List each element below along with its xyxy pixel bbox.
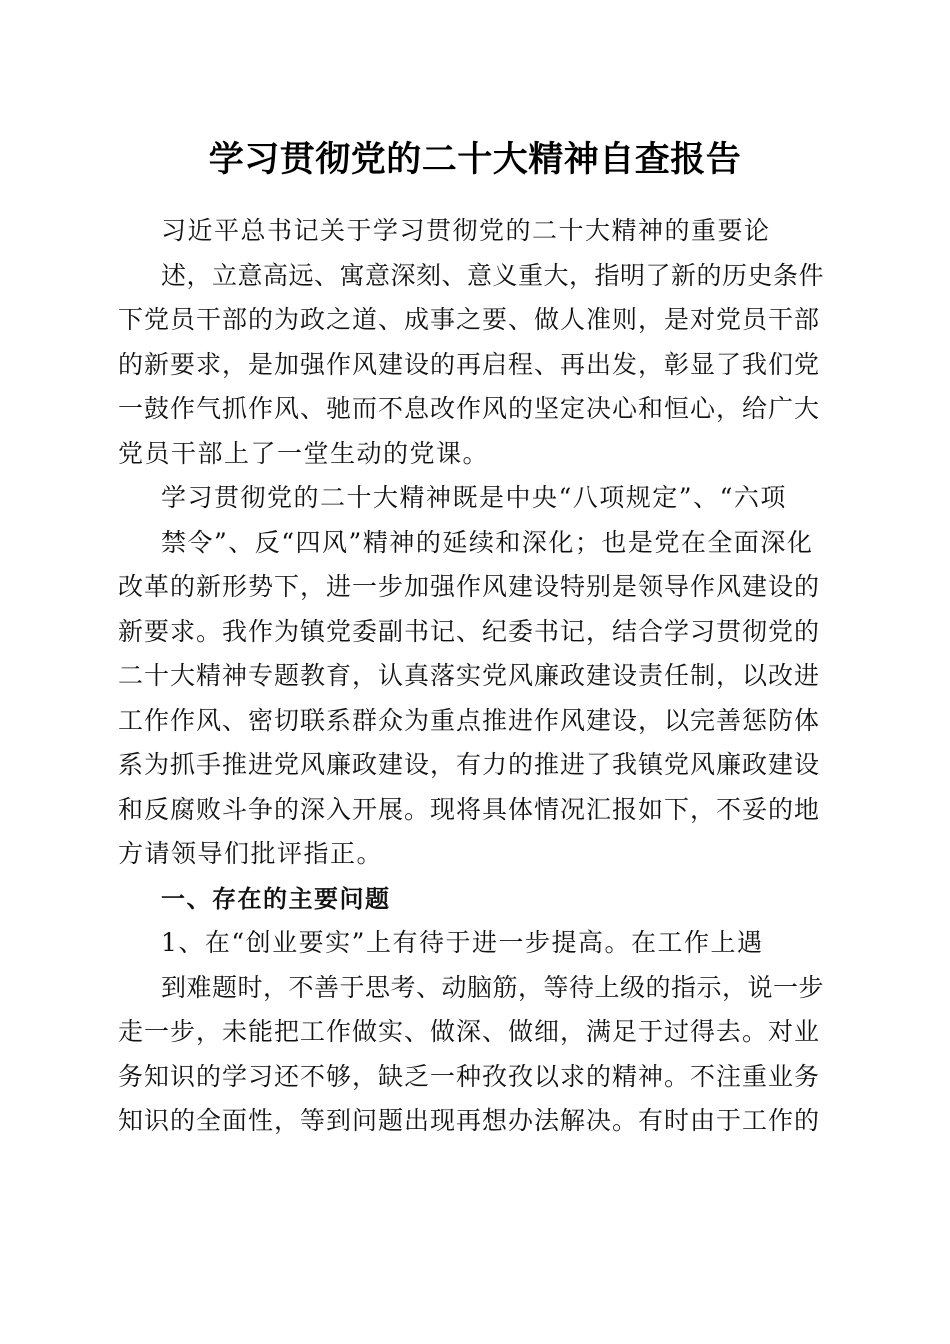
text-line: 工作作风、密切联系群众为重点推进作风建设，以完善惩防体 — [118, 705, 821, 735]
text-line: 二十大精神专题教育，认真落实党风廉政建设责任制，以改进 — [118, 661, 821, 690]
text-line: 走一步，未能把工作做实、做深、做细，满足于过得去。对业 — [118, 1017, 821, 1046]
text-line: 的新要求，是加强作风建设的再启程、再出发，彰显了我们党 — [118, 349, 821, 379]
text-line: 习近平总书记关于学习贯彻党的二十大精神的重要论 — [161, 216, 771, 245]
text-line: 下党员干部的为政之道、成事之要、做人准则，是对党员干部 — [118, 305, 821, 334]
text-line: 新要求。我作为镇党委副书记、纪委书记，结合学习贯彻党的 — [118, 616, 821, 646]
text-line: 知识的全面性，等到问题出现再想办法解决。有时由于工作的 — [118, 1106, 821, 1135]
text-line: 方请领导们批评指正。 — [118, 839, 384, 868]
text-line: 务知识的学习还不够，缺乏一种孜孜以求的精神。不注重业务 — [118, 1061, 821, 1091]
text-line: 系为抓手推进党风廉政建设，有力的推进了我镇党风廉政建设 — [118, 750, 821, 779]
text-line: 改革的新形势下，进一步加强作风建设特别是领导作风建设的 — [118, 572, 821, 601]
document-title: 学习贯彻党的二十大精神自查报告 — [208, 139, 742, 180]
text-line: 1、在“创业要实”上有待于进一步提高。在工作上遇 — [161, 928, 764, 957]
text-line: 和反腐败斗争的深入开展。现将具体情况汇报如下，不妥的地 — [118, 794, 821, 824]
text-line: 述，立意高远、寓意深刻、意义重大，指明了新的历史条件 — [161, 260, 825, 290]
text-line: 禁令”、反“四风”精神的延续和深化；也是党在全面深化 — [161, 527, 814, 557]
text-line: 党员干部上了一堂生动的党课。 — [118, 438, 490, 468]
section-heading: 一、存在的主要问题 — [161, 884, 391, 913]
text-line: 到难题时，不善于思考、动脑筋，等待上级的指示，说一步 — [161, 972, 825, 1002]
text-line: 一鼓作气抓作风、驰而不息改作风的坚定决心和恒心，给广大 — [118, 394, 821, 423]
document-body — [118, 209, 825, 1144]
text-line: 学习贯彻党的二十大精神既是中央“八项规定”、“六项 — [161, 483, 787, 512]
